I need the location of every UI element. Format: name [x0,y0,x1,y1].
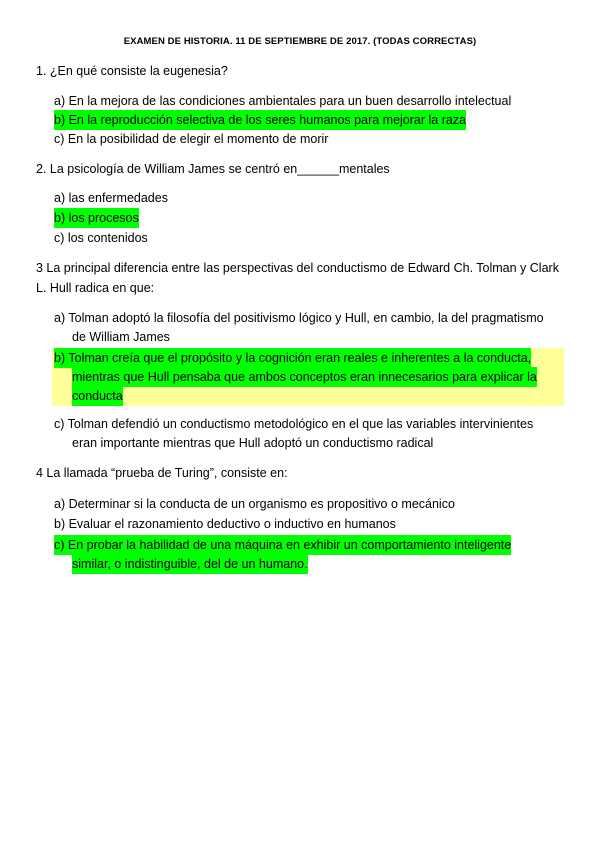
q3-option-b-line-3-correct: conducta [72,386,123,406]
q3-option-a-line-2: de William James [72,330,170,344]
q1-option-b-correct: b) En la reproducción selectiva de los seres humanos para mejorar la raza [54,110,466,130]
question-3-line-1: 3 La principal diferencia entre las perspectivas del conductismo de Edward Ch. Tolman y Clark [36,261,559,275]
q2-option-a: a) las enfermedades [54,191,168,205]
q2-option-b-correct: b) los procesos [54,208,139,228]
q4-option-c-line-1-correct: c) En probar la habilidad de una máquina en exhibir un comportamiento inteligente [54,535,511,555]
question-2: 2. La psicología de William James se centró en______mentales [36,162,390,176]
q4-option-b: b) Evaluar el razonamiento deductivo o inductivo en humanos [54,517,396,531]
q1-option-a: a) En la mejora de las condiciones ambientales para un buen desarrollo intelectual [54,94,512,108]
q3-option-b-line-1-correct: b) Tolman creía que el propósito y la cognición eran reales e inherentes a la conducta, [54,348,531,368]
q4-option-c-line-2-correct: similar, o indistinguible, del de un humano. [72,554,308,574]
q3-option-b-line-2-correct: mientras que Hull pensaba que ambos conceptos eran innecesarios para explicar la [72,367,537,387]
q3-option-c-line-2: eran importante mientras que Hull adoptó un conductismo radical [72,436,434,450]
q4-option-a: a) Determinar si la conducta de un organismo es propositivo o mecánico [54,497,455,511]
question-1: 1. ¿En qué consiste la eugenesia? [36,64,228,78]
q1-option-c: c) En la posibilidad de elegir el momento de morir [54,132,329,146]
q3-option-c-line-1: c) Tolman defendió un conductismo metodológico en el que las variables intervinientes [54,417,534,431]
exam-header: EXAMEN DE HISTORIA. 11 DE SEPTIEMBRE DE 2017. (TODAS CORRECTAS) [123,36,477,47]
question-4: 4 La llamada “prueba de Turing”, consiste en: [36,466,288,480]
q3-option-a-line-1: a) Tolman adoptó la filosofía del positivismo lógico y Hull, en cambio, la del pragmatismo [54,311,544,325]
question-3-line-2: L. Hull radica en que: [36,281,155,295]
q2-option-c: c) los contenidos [54,231,148,245]
